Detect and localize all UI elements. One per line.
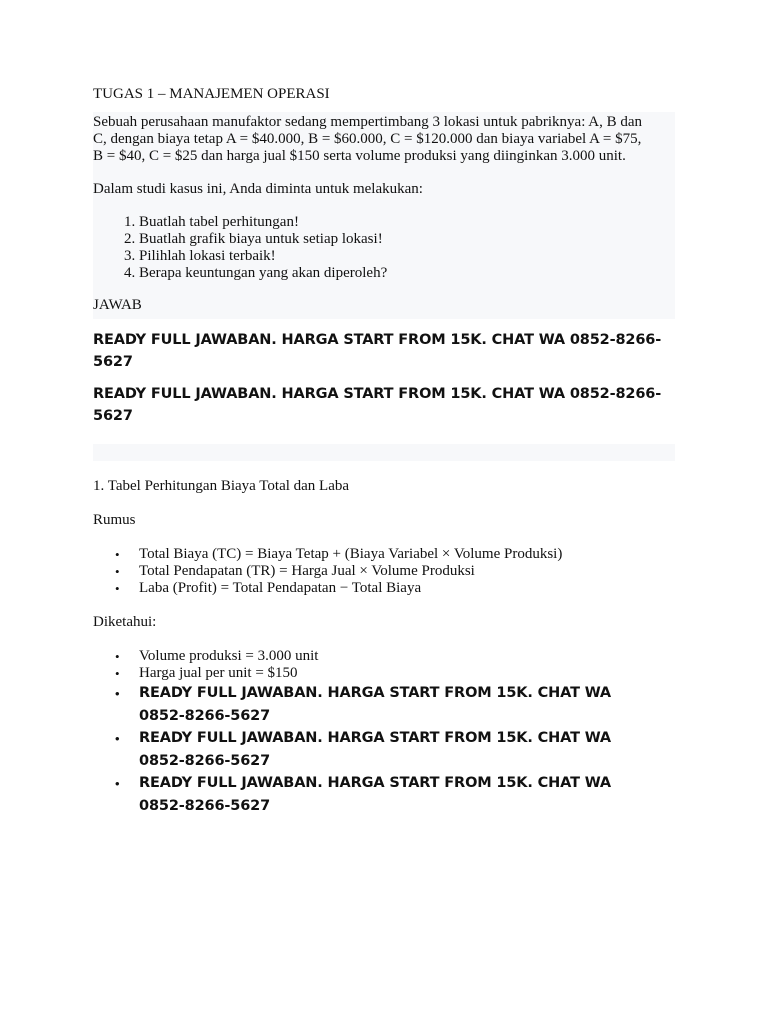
- promo-list-item: • READY FULL JAWABAN. HARGA START FROM 15K. CHAT WA 0852-8266-5627: [139, 682, 649, 727]
- problem-statement-block: [93, 112, 675, 319]
- task-list: [93, 214, 675, 282]
- promo-list-item: • READY FULL JAWABAN. HARGA START FROM 15K. CHAT WA 0852-8266-5627: [139, 727, 649, 772]
- list-item: 1. Buatlah tabel perhitungan!: [139, 214, 675, 231]
- known-list: [93, 648, 678, 817]
- intro-line-3: B = $40, C = $25 dan harga jual $150 serta volume produksi yang diinginkan 3.000 unit.: [93, 148, 626, 164]
- document-title: TUGAS 1 – MANAJEMEN OPERASI: [93, 86, 330, 102]
- promo-line: READY FULL JAWABAN. HARGA START FROM 15K. CHAT WA 0852-8266-5627: [93, 332, 662, 370]
- list-item: • Volume produksi = 3.000 unit: [139, 648, 678, 665]
- list-item: • Total Pendapatan (TR) = Harga Jual × Volume Produksi: [139, 563, 678, 580]
- list-item: 2. Buatlah grafik biaya untuk setiap lokasi!: [139, 231, 675, 248]
- formula-list: [93, 546, 678, 597]
- list-item: • Laba (Profit) = Total Pendapatan − Total Biaya: [139, 580, 678, 597]
- section-title: 1. Tabel Perhitungan Biaya Total dan Laba: [93, 478, 350, 494]
- intro-line-1: Sebuah perusahaan manufaktor sedang mempertimbang 3 lokasi untuk pabriknya: A, B dan: [93, 114, 643, 130]
- rumus-label: Rumus: [93, 512, 136, 528]
- promo-list-item: • READY FULL JAWABAN. HARGA START FROM 15K. CHAT WA 0852-8266-5627: [139, 772, 649, 817]
- promo-line: READY FULL JAWABAN. HARGA START FROM 15K. CHAT WA 0852-8266-5627: [93, 386, 662, 424]
- shaded-divider: [93, 444, 675, 461]
- document-page: [93, 86, 678, 817]
- list-item: 3. Pilihlah lokasi terbaik!: [139, 248, 675, 265]
- list-item: • Harga jual per unit = $150: [139, 665, 678, 682]
- diketahui-label: Diketahui:: [93, 614, 157, 630]
- jawab-heading: JAWAB: [93, 297, 142, 313]
- list-item: 4. Berapa keuntungan yang akan diperoleh?: [139, 265, 675, 282]
- list-item: • Total Biaya (TC) = Biaya Tetap + (Biaya Variabel × Volume Produksi): [139, 546, 678, 563]
- intro-line-2: C, dengan biaya tetap A = $40.000, B = $60.000, C = $120.000 dan biaya variabel A = $75,: [93, 131, 642, 147]
- task-intro: Dalam studi kasus ini, Anda diminta untuk melakukan:: [93, 181, 423, 197]
